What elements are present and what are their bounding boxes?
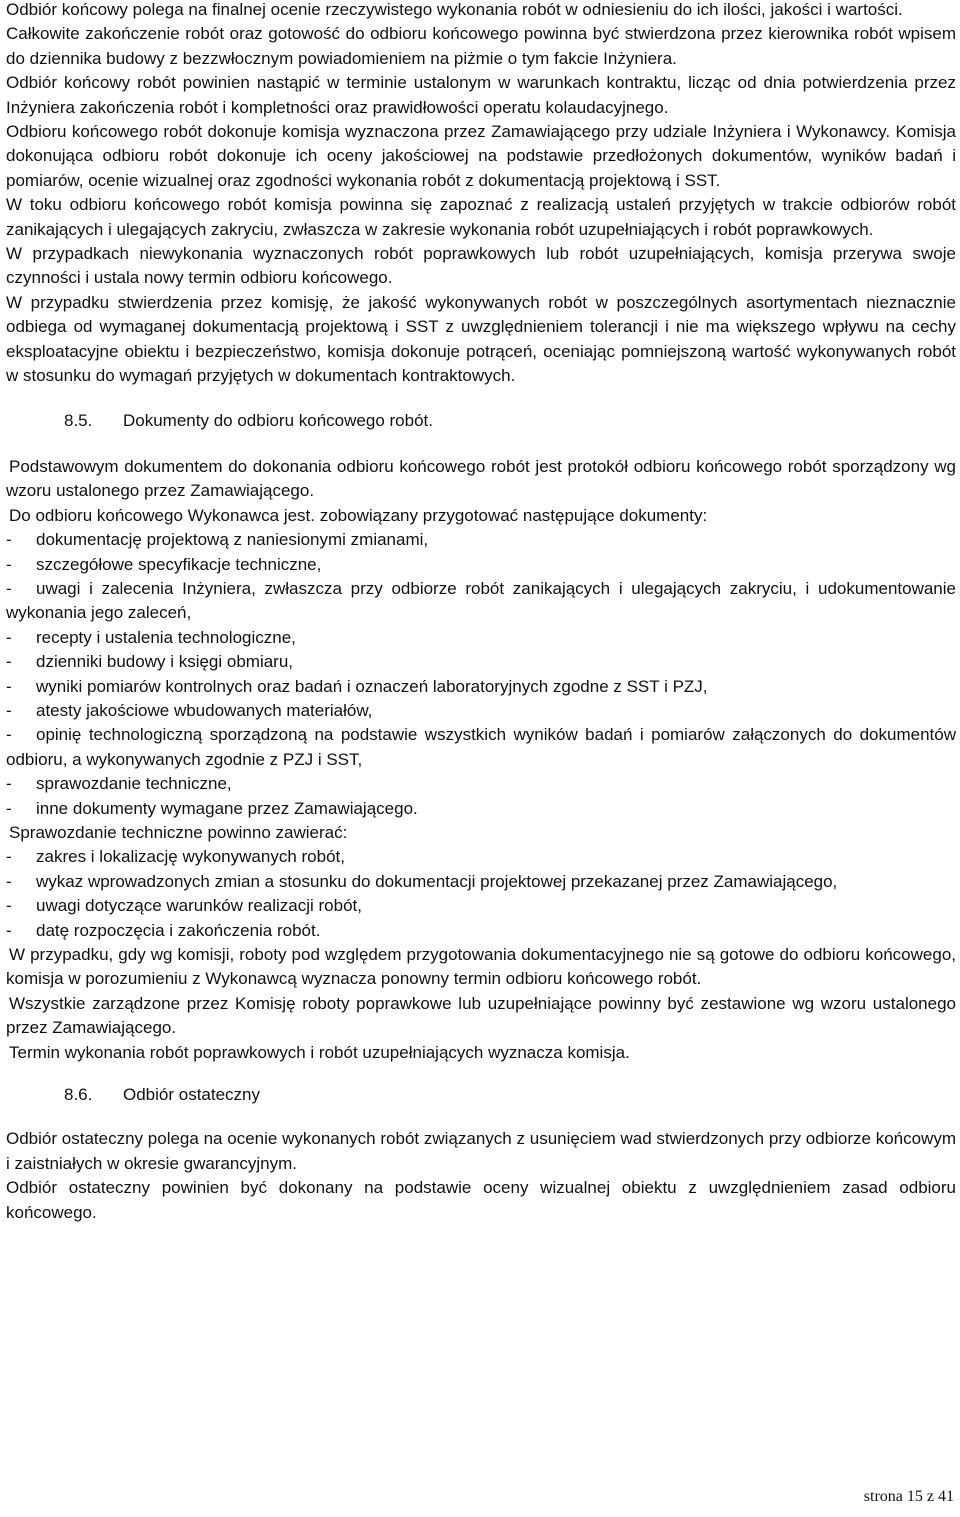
- list-item: - opinię technologiczną sporządzoną na podstawie wszystkich wyników badań i pomiarów załączonych do dokumentów odbioru, a wykonywanych zgodnie z PZJ i SST,: [6, 725, 956, 769]
- list-item: - uwagi dotyczące warunków realizacji robót,: [6, 896, 362, 916]
- list-item: - wyniki pomiarów kontrolnych oraz badań i oznaczeń laboratoryjnych zgodne z SST i PZJ,: [6, 676, 708, 696]
- list-item: - dzienniki budowy i księgi obmiaru,: [6, 652, 294, 672]
- list-item: - sprawozdanie techniczne,: [6, 774, 232, 794]
- list-item: - atesty jakościowe wbudowanych materiałów,: [6, 700, 373, 720]
- list-item: - zakres i lokalizację wykonywanych robót,: [6, 847, 345, 867]
- section-heading-8-5: [6, 409, 956, 433]
- paragraph-committee-review: W toku odbioru końcowego robót komisja powinna się zapoznać z realizacją ustaleń przyjętych w trakcie odbiorów robót zanikających i ulegających zakryciu, zwłaszcza w zakresie wykonania robót uzupełniających i robót poprawkowych.: [6, 195, 956, 239]
- section-title: Dokumenty do odbioru końcowego robót.: [123, 410, 433, 430]
- paragraph-acceptance-committee: Odbioru końcowego robót dokonuje komisja wyznaczona przez Zamawiającego przy udziale Inżyniera i Wykonawcy. Komisja dokonująca odbioru robót dokonuje ich oceny jakościowej na podstawie przedłożonych dokumentów, wyników badań i pomiarów, ocenie wizualnej oraz zgodności wykonania robót z dokumentacją projektową i SST.: [6, 122, 956, 190]
- list-item: - szczegółowe specyfikacje techniczne,: [6, 554, 322, 574]
- paragraph-corrective-works-list: Wszystkie zarządzone przez Komisję roboty poprawkowe lub uzupełniające powinny być zestawione wg wzoru ustalonego przez Zamawiającego.: [6, 993, 956, 1038]
- paragraph-quality-deductions: W przypadku stwierdzenia przez komisję, że jakość wykonywanych robót w poszczególnych asortymentach nieznacznie odbiega od wymaganej dokumentacją projektową i SST z uwzględnieniem tolerancji i nie ma większego wpływu na cechy eksploatacyjne obiektu i bezpieczeństwo, komisja dokonuje potrąceń, oceniając pomniejszoną wartość wykonywanych robót w stosunku do wymagań przyjętych w dokumentach kontraktowych.: [6, 292, 956, 386]
- paragraph-acceptance-deadline: Odbiór końcowy robót powinien nastąpić w terminie ustalonym w warunkach kontraktu, licząc od dnia potwierdzenia przez Inżyniera zakończenia robót i kompletności oraz prawidłowości operatu kolaudacyjnego.: [6, 73, 956, 117]
- technical-report-list: [6, 845, 956, 943]
- section-number: 8.5.: [64, 410, 93, 430]
- paragraph-corrective-works-deadline: Termin wykonania robót poprawkowych i robót uzupełniających wyznacza komisja.: [9, 1042, 630, 1062]
- paragraph-technical-report-intro: Sprawozdanie techniczne powinno zawierać:: [9, 823, 348, 842]
- paragraph-unfinished-works: W przypadkach niewykonania wyznaczonych robót poprawkowych lub robót uzupełniających, komisja przerywa swoje czynności i ustala nowy termin odbioru końcowego.: [6, 244, 956, 288]
- paragraph-final-acceptance-definition: Odbiór końcowy polega na finalnej ocenie rzeczywistego wykonania robót w odniesieniu do ich ilości, jakości i wartości.: [6, 0, 903, 19]
- paragraph-final-inspection-definition: Odbiór ostateczny polega na ocenie wykonanych robót związanych z usunięciem wad stwierdzonych przy odbiorze końcowym i zaistniałych w okresie gwarancyjnym.: [6, 1129, 956, 1173]
- paragraph-required-documents-intro: Do odbioru końcowego Wykonawca jest. zobowiązany przygotować następujące dokumenty:: [9, 505, 708, 525]
- page-number: strona 15 z 41: [863, 1488, 954, 1505]
- section-heading-8-6: [6, 1083, 956, 1107]
- paragraph-final-inspection-basis: Odbiór ostateczny powinien być dokonany na podstawie oceny wizualnej obiektu z uwzględnieniem zasad odbioru końcowego.: [6, 1178, 956, 1222]
- section-title: Odbiór ostateczny: [123, 1085, 261, 1105]
- list-item: - dokumentację projektową z naniesionymi zmianami,: [6, 530, 429, 550]
- document-page: [6, 0, 956, 1225]
- list-item: - datę rozpoczęcia i zakończenia robót.: [6, 920, 321, 940]
- list-item: - inne dokumenty wymagane przez Zamawiającego.: [6, 798, 418, 818]
- list-item: - wykaz wprowadzonych zmian a stosunku do dokumentacji projektowej przekazanej przez Zamawiającego,: [6, 871, 838, 891]
- section-number: 8.6.: [64, 1085, 93, 1105]
- list-item: - uwagi i zalecenia Inżyniera, zwłaszcza przy odbiorze robót zanikających i ulegających zakryciu, i udokumentowanie wykonania jego zaleceń,: [6, 578, 956, 623]
- list-item: - recepty i ustalenia technologiczne,: [6, 627, 296, 647]
- required-documents-list: [6, 528, 956, 821]
- paragraph-new-acceptance-date: W przypadku, gdy wg komisji, roboty pod względem przygotowania dokumentacyjnego nie są gotowe do odbioru końcowego, komisja w porozumieniu z Wykonawcą wyznacza ponowny termin odbioru końcowego robót.: [6, 945, 956, 989]
- paragraph-basic-document: Podstawowym dokumentem do dokonania odbioru końcowego robót jest protokół odbioru końcowego robót sporządzony wg wzoru ustalonego przez Zamawiającego.: [6, 456, 956, 501]
- paragraph-completion-confirmation: Całkowite zakończenie robót oraz gotowość do odbioru końcowego powinna być stwierdzona przez kierownika robót wpisem do dziennika budowy z bezzwłocznym powiadomieniem na piżmie o tym fakcie Inżyniera.: [6, 24, 956, 68]
